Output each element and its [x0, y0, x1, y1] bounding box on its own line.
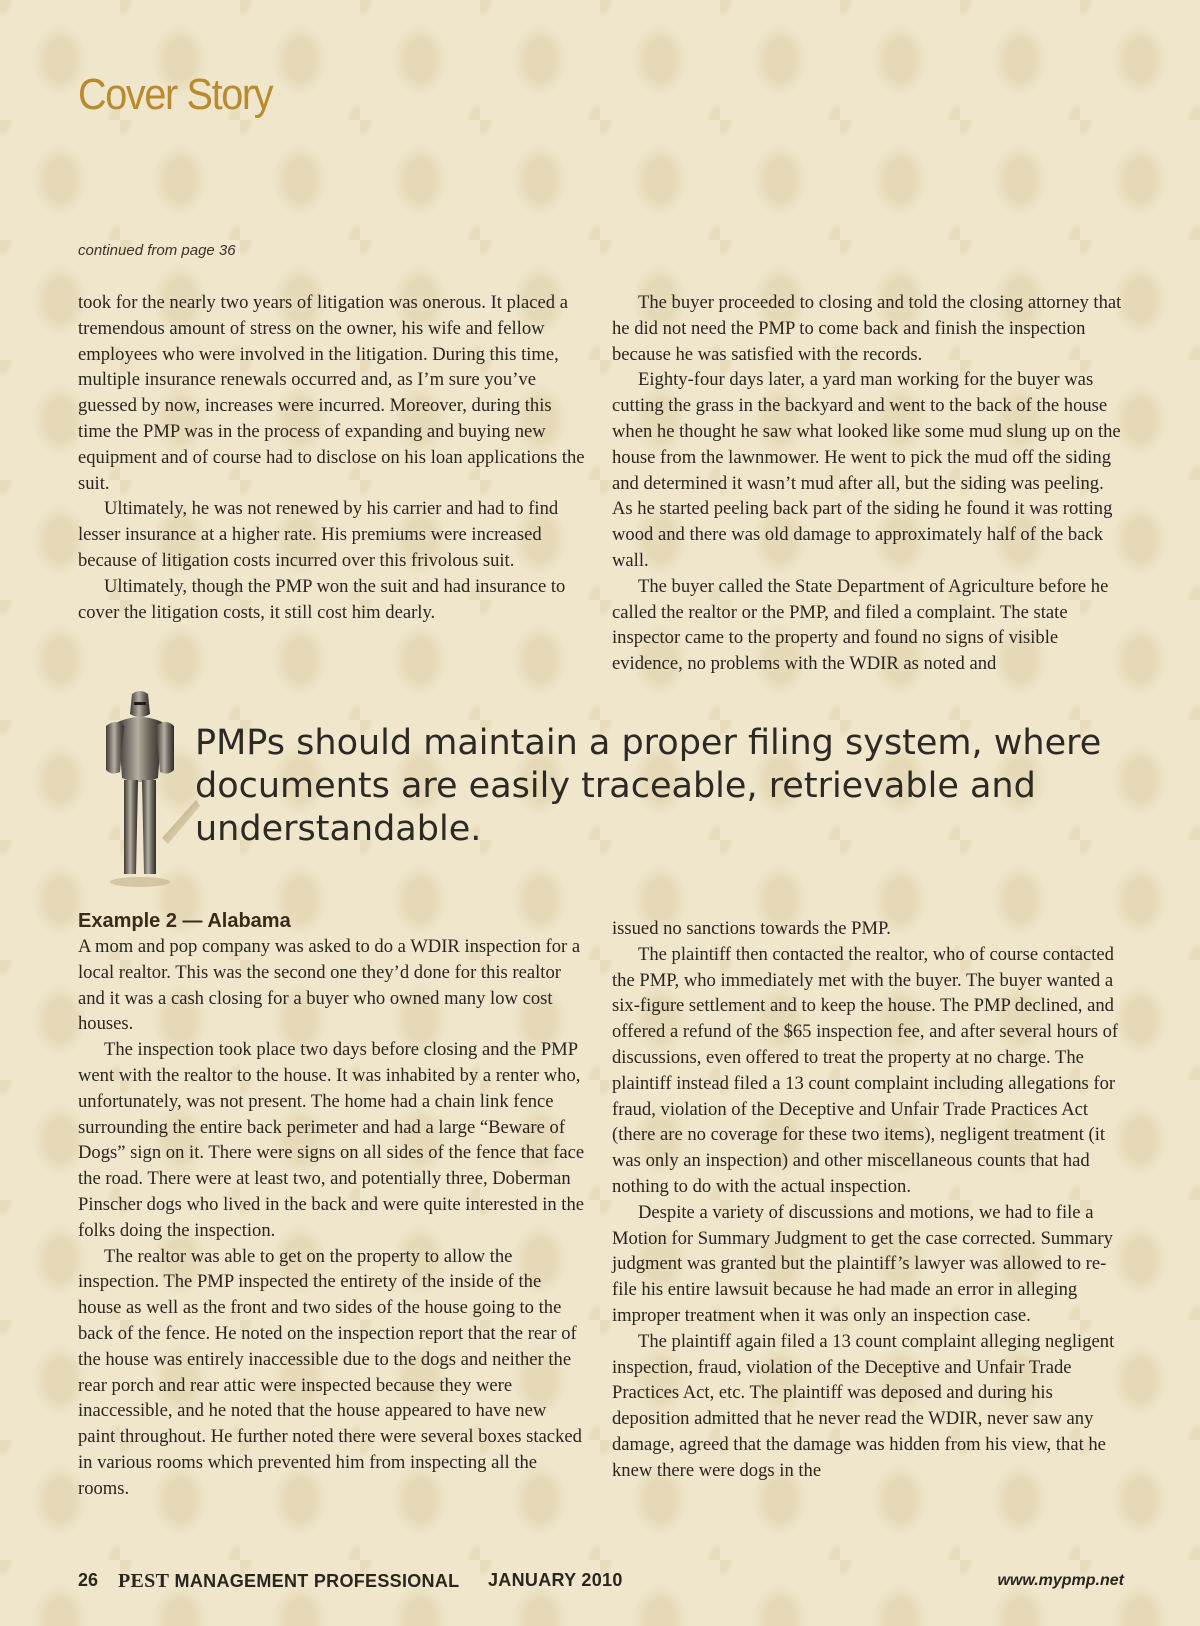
body-paragraph: Despite a variety of discussions and motions, we had to file a Motion for Summary Judgment to get the case corrected. Summary judgment was granted but the plaintiff’s lawyer was allowed to re-file his entire lawsuit because he had made an error in alleging improper treatment when it was only an inspection case.	[612, 1201, 1113, 1326]
body-paragraph: took for the nearly two years of litigation was onerous. It placed a tremendous amount of stress on the owner, his wife and fellow employees who were involved in the litigation. During this time, multiple insurance renewals occurred and, as I’m sure you’ve guessed by now, increases were incurred. Moreover, during this time the PMP was in the process of expanding and buying new equipment and of course had to disclose on his loan applications the suit.	[78, 292, 585, 494]
magazine-name-bold: PEST	[118, 1570, 170, 1592]
pull-quote: PMPs should maintain a proper filing system, where documents are easily traceable, retrievable and understandable.	[195, 723, 1102, 849]
magazine-name	[118, 1570, 459, 1593]
body-paragraph: The buyer called the State Department of Agriculture before he called the realtor or the PMP, and filed a complaint. The state inspector came to the property and found no signs of visible evidence, no problems with the WDIR as noted and	[612, 575, 1109, 675]
continued-note: continued from page 36	[78, 242, 236, 259]
body-paragraph: The plaintiff again filed a 13 count complaint alleging negligent inspection, fraud, violation of the Deceptive and Unfair Trade Practices Act, etc. The plaintiff was deposed and during his deposition admitted that he never read the WDIR, never saw any damage, agreed that the damage was hidden from his view, that he knew there were dogs in the	[612, 1330, 1115, 1481]
body-paragraph: A mom and pop company was asked to do a WDIR inspection for a local realtor. This was the second one they’d done for this realtor and it was a cash closing for a buyer who owned many low cost houses.	[78, 936, 581, 1035]
knight-armor-icon	[92, 688, 202, 888]
section-title: Cover Story	[78, 70, 273, 119]
body-paragraph: The plaintiff then contacted the realtor, who of course contacted the PMP, who immediately met with the buyer. The buyer wanted a six-figure settlement and to keep the house. The PMP declined, and offered a refund of the $65 inspection fee, and after several hours of discussions, even offered to treat the property at no charge. The plaintiff instead filed a 13 count complaint including allegations for fraud, violation of the Deceptive and Unfair Trade Practices Act (there are no coverage for these two items), negligent treatment (it was only an inspection) and other miscellaneous counts that had nothing to do with the actual inspection.	[612, 943, 1119, 1197]
body-paragraph: Ultimately, he was not renewed by his carrier and had to find lesser insurance at a higher rate. His premiums were increased because of litigation costs incurred over this frivolous suit.	[78, 498, 559, 571]
page-footer	[78, 1570, 1124, 1594]
bottom-left-column	[78, 908, 586, 1502]
body-paragraph: The buyer proceeded to closing and told the closing attorney that he did not need the PMP to come back and finish the inspection because he was satisfied with the records.	[612, 292, 1122, 365]
bottom-right-column	[612, 916, 1124, 1484]
body-paragraph: The realtor was able to get on the property to allow the inspection. The PMP inspected the entirety of the inside of the house as well as the front and two sides of the house going to the back of the fence. He noted on the inspection report that the rear of the house was entirely inaccessible due to the dogs and neither the rear porch and rear attic were inspected because they were inaccessible, and he noted that the house appeared to have new paint throughout. He further noted there were several boxes stacked in various rooms which prevented him from inspecting all the rooms.	[78, 1245, 582, 1499]
magazine-name-rest: MANAGEMENT PROFESSIONAL	[174, 1571, 460, 1591]
body-paragraph: issued no sanctions towards the PMP.	[612, 918, 891, 939]
example-heading: Example 2 — Alabama	[78, 910, 291, 932]
page-number: 26	[78, 1570, 99, 1590]
website-link[interactable]: www.mypmp.net	[997, 1572, 1124, 1589]
body-paragraph: Eighty-four days later, a yard man working for the buyer was cutting the grass in the backyard and went to the back of the house when he thought he saw what looked like some mud slung up on the house from the lawnmower. He went to pick the mud off the siding and determined it wasn’t mud after all, but the siding was peeling. As he started peeling back part of the siding he found it was rotting wood and there was old damage to approximately half of the back wall.	[612, 369, 1121, 571]
body-paragraph: Ultimately, though the PMP won the suit and had insurance to cover the litigation costs, it still cost him dearly.	[78, 575, 566, 623]
body-paragraph: The inspection took place two days before closing and the PMP went with the realtor to the house. It was inhabited by a renter who, unfortunately, was not present. The home had a chain link fence surrounding the entire back perimeter and had a large “Beware of Dogs” sign on it. There were signs on all sides of the fence that face the road. There were at least two, and potentially three, Doberman Pinscher dogs who lived in the back and were quite interested in the folks doing the inspection.	[78, 1039, 585, 1241]
issue-date: JANUARY 2010	[488, 1570, 623, 1590]
top-right-column	[612, 290, 1124, 677]
top-left-column	[78, 290, 586, 625]
